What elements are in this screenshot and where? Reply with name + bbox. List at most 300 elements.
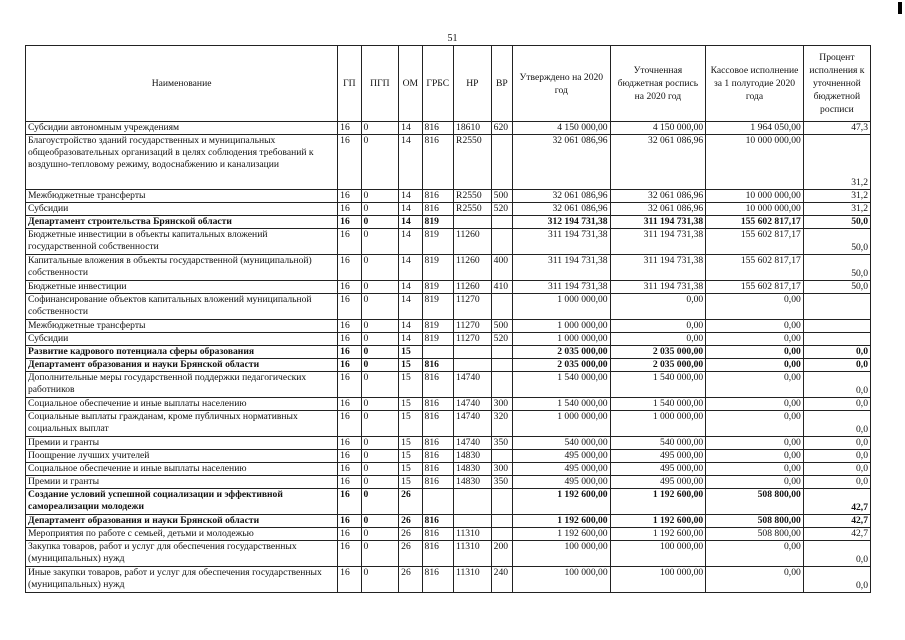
cell-grbs — [422, 489, 454, 515]
cell-om: 15 — [399, 450, 422, 463]
cell-ppgp: 0 — [361, 515, 399, 528]
cell-vr — [491, 528, 512, 541]
cell-ppgp: 0 — [361, 203, 399, 216]
cell-cash: 508 800,00 — [706, 515, 804, 528]
cell-om: 26 — [399, 567, 422, 593]
header-approved: Утверждено на 2020 год — [513, 46, 611, 122]
cell-grbs: 816 — [422, 359, 454, 372]
cell-ppgp: 0 — [361, 476, 399, 489]
cell-grbs: 819 — [422, 320, 454, 333]
cell-grbs: 816 — [422, 398, 454, 411]
cell-cash: 0,00 — [706, 437, 804, 450]
table-row — [26, 281, 871, 294]
cell-np: 11260 — [454, 229, 492, 255]
cell-ppgp: 0 — [361, 135, 399, 190]
cell-cash: 0,00 — [706, 476, 804, 489]
cell-om: 14 — [399, 216, 422, 229]
table-row — [26, 528, 871, 541]
cell-np: 11270 — [454, 333, 492, 346]
header-om: ОМ — [399, 46, 422, 122]
cell-om: 15 — [399, 372, 422, 398]
cell-percent: 31,2 — [803, 190, 870, 203]
table-body — [26, 122, 871, 593]
cell-name: Департамент образования и науки Брянской области — [26, 359, 338, 372]
cell-gp: 16 — [338, 203, 361, 216]
cell-om: 15 — [399, 437, 422, 450]
cell-np: R2550 — [454, 203, 492, 216]
cell-refined: 32 061 086,96 — [610, 135, 706, 190]
cell-approved: 311 194 731,38 — [513, 281, 611, 294]
cell-gp: 16 — [338, 372, 361, 398]
cell-percent: 47,3 — [803, 122, 870, 135]
cell-cash: 0,00 — [706, 333, 804, 346]
cell-cash: 0,00 — [706, 450, 804, 463]
table-row — [26, 190, 871, 203]
cell-refined: 1 192 600,00 — [610, 528, 706, 541]
cell-name: Поощрение лучших учителей — [26, 450, 338, 463]
cell-ppgp: 0 — [361, 437, 399, 450]
cell-name: Бюджетные инвестиции в объекты капитальных вложений государственной собственности — [26, 229, 338, 255]
cell-refined: 32 061 086,96 — [610, 190, 706, 203]
cell-grbs: 816 — [422, 541, 454, 567]
cell-np: 11260 — [454, 255, 492, 281]
cell-om: 26 — [399, 489, 422, 515]
cell-vr: 300 — [491, 398, 512, 411]
cell-refined: 311 194 731,38 — [610, 216, 706, 229]
cell-cash: 1 964 050,00 — [706, 122, 804, 135]
cell-name: Капитальные вложения в объекты государственной (муниципальной) собственности — [26, 255, 338, 281]
cell-ppgp: 0 — [361, 346, 399, 359]
cell-approved: 540 000,00 — [513, 437, 611, 450]
cell-name: Создание условий успешной социализации и эффективной самореализации молодежи — [26, 489, 338, 515]
cell-name: Софинансирование объектов капитальных вложений муниципальной собственности — [26, 294, 338, 320]
table-row — [26, 122, 871, 135]
cell-percent: 50,0 — [803, 216, 870, 229]
cell-vr: 500 — [491, 190, 512, 203]
cell-grbs: 819 — [422, 281, 454, 294]
cell-np: 14740 — [454, 372, 492, 398]
cell-vr — [491, 294, 512, 320]
cell-percent: 31,2 — [803, 135, 870, 190]
cell-ppgp: 0 — [361, 122, 399, 135]
cell-cash: 10 000 000,00 — [706, 203, 804, 216]
cell-name: Закупка товаров, работ и услуг для обеспечения государственных (муниципальных) нужд — [26, 541, 338, 567]
cell-percent: 42,7 — [803, 489, 870, 515]
cell-vr — [491, 135, 512, 190]
cell-name: Иные закупки товаров, работ и услуг для обеспечения государственных (муниципальных) нужд — [26, 567, 338, 593]
cell-vr: 410 — [491, 281, 512, 294]
cell-gp: 16 — [338, 398, 361, 411]
cell-ppgp: 0 — [361, 450, 399, 463]
cell-approved: 32 061 086,96 — [513, 203, 611, 216]
cell-cash: 0,00 — [706, 567, 804, 593]
cell-vr: 300 — [491, 463, 512, 476]
cell-np: 14740 — [454, 398, 492, 411]
table-row — [26, 476, 871, 489]
cell-grbs: 816 — [422, 372, 454, 398]
header-gp: ГП — [338, 46, 361, 122]
cell-om: 15 — [399, 346, 422, 359]
cell-gp: 16 — [338, 135, 361, 190]
cell-refined: 540 000,00 — [610, 437, 706, 450]
table-row — [26, 489, 871, 515]
cell-cash: 0,00 — [706, 463, 804, 476]
table-row — [26, 216, 871, 229]
cell-grbs: 819 — [422, 294, 454, 320]
cell-gp: 16 — [338, 567, 361, 593]
cell-percent — [803, 294, 870, 320]
cell-vr: 520 — [491, 333, 512, 346]
table-row — [26, 463, 871, 476]
table-row — [26, 567, 871, 593]
cell-grbs: 816 — [422, 122, 454, 135]
cell-name: Мероприятия по работе с семьей, детьми и молодежью — [26, 528, 338, 541]
cell-cash: 0,00 — [706, 320, 804, 333]
cell-np — [454, 216, 492, 229]
cell-vr — [491, 515, 512, 528]
cell-refined: 0,00 — [610, 320, 706, 333]
cell-percent: 0,0 — [803, 346, 870, 359]
cell-grbs: 816 — [422, 203, 454, 216]
cell-approved: 311 194 731,38 — [513, 229, 611, 255]
cell-om: 14 — [399, 203, 422, 216]
cell-grbs: 816 — [422, 528, 454, 541]
cell-om: 15 — [399, 476, 422, 489]
cell-grbs: 816 — [422, 437, 454, 450]
cell-vr — [491, 359, 512, 372]
cell-np — [454, 346, 492, 359]
cell-cash: 508 800,00 — [706, 489, 804, 515]
table-row — [26, 255, 871, 281]
cell-om: 14 — [399, 333, 422, 346]
header-refined: Уточненная бюджетная роспись на 2020 год — [610, 46, 706, 122]
cell-percent: 0,0 — [803, 541, 870, 567]
cell-name: Благоустройство зданий государственных и муниципальных общеобразовательных организаций в целях соблюдения требований к воздушно-тепловому режиму, водоснабжению и канализации — [26, 135, 338, 190]
cell-ppgp: 0 — [361, 229, 399, 255]
cell-grbs: 819 — [422, 229, 454, 255]
cell-vr: 520 — [491, 203, 512, 216]
cell-ppgp: 0 — [361, 359, 399, 372]
cell-np: 11270 — [454, 320, 492, 333]
cell-np: 11270 — [454, 294, 492, 320]
cell-name: Социальные выплаты гражданам, кроме публичных нормативных социальных выплат — [26, 411, 338, 437]
cell-name: Департамент строительства Брянской области — [26, 216, 338, 229]
cell-gp: 16 — [338, 255, 361, 281]
cell-percent: 50,0 — [803, 255, 870, 281]
cell-refined: 2 035 000,00 — [610, 359, 706, 372]
cell-approved: 1 192 600,00 — [513, 515, 611, 528]
cell-vr: 350 — [491, 437, 512, 450]
cell-om: 15 — [399, 359, 422, 372]
cell-cash: 0,00 — [706, 411, 804, 437]
cell-gp: 16 — [338, 346, 361, 359]
cell-approved: 1 192 600,00 — [513, 489, 611, 515]
cell-vr — [491, 450, 512, 463]
cell-refined: 1 000 000,00 — [610, 411, 706, 437]
cell-np — [454, 489, 492, 515]
cell-gp: 16 — [338, 437, 361, 450]
cell-refined: 100 000,00 — [610, 567, 706, 593]
cell-name: Межбюджетные трансферты — [26, 190, 338, 203]
cell-percent: 42,7 — [803, 528, 870, 541]
cell-om: 26 — [399, 541, 422, 567]
table-row — [26, 541, 871, 567]
table-row — [26, 411, 871, 437]
cell-np: 11260 — [454, 281, 492, 294]
table-row — [26, 203, 871, 216]
table-row — [26, 320, 871, 333]
cell-percent: 0,0 — [803, 359, 870, 372]
cell-vr: 200 — [491, 541, 512, 567]
cell-grbs: 816 — [422, 190, 454, 203]
cell-refined: 1 540 000,00 — [610, 398, 706, 411]
cell-percent: 42,7 — [803, 515, 870, 528]
cell-cash: 0,00 — [706, 398, 804, 411]
cell-vr — [491, 229, 512, 255]
cell-np: 14830 — [454, 463, 492, 476]
table-row — [26, 398, 871, 411]
cell-percent — [803, 320, 870, 333]
cell-cash: 0,00 — [706, 294, 804, 320]
cell-gp: 16 — [338, 190, 361, 203]
cell-name: Субсидии автономным учреждениям — [26, 122, 338, 135]
cell-om: 14 — [399, 255, 422, 281]
cell-ppgp: 0 — [361, 567, 399, 593]
cell-refined: 2 035 000,00 — [610, 346, 706, 359]
cell-refined: 0,00 — [610, 333, 706, 346]
cell-cash: 155 602 817,17 — [706, 281, 804, 294]
cell-om: 14 — [399, 229, 422, 255]
cell-ppgp: 0 — [361, 294, 399, 320]
cell-approved: 495 000,00 — [513, 450, 611, 463]
cell-np: 11310 — [454, 541, 492, 567]
cell-ppgp: 0 — [361, 190, 399, 203]
cell-gp: 16 — [338, 216, 361, 229]
cell-ppgp: 0 — [361, 281, 399, 294]
cell-name: Субсидии — [26, 333, 338, 346]
cell-refined: 495 000,00 — [610, 463, 706, 476]
cell-name: Социальное обеспечение и иные выплаты населению — [26, 463, 338, 476]
cell-approved: 4 150 000,00 — [513, 122, 611, 135]
cell-approved: 32 061 086,96 — [513, 135, 611, 190]
cell-grbs: 816 — [422, 135, 454, 190]
cell-refined: 32 061 086,96 — [610, 203, 706, 216]
cell-approved: 1 540 000,00 — [513, 398, 611, 411]
cell-vr: 400 — [491, 255, 512, 281]
cell-percent: 50,0 — [803, 229, 870, 255]
table-row — [26, 229, 871, 255]
cell-approved: 1 192 600,00 — [513, 528, 611, 541]
cell-cash: 0,00 — [706, 346, 804, 359]
header-name: Наименование — [26, 46, 338, 122]
cell-gp: 16 — [338, 320, 361, 333]
cell-vr: 500 — [491, 320, 512, 333]
cell-np: 11310 — [454, 567, 492, 593]
cell-cash: 0,00 — [706, 359, 804, 372]
cell-np — [454, 515, 492, 528]
cell-gp: 16 — [338, 489, 361, 515]
cell-om: 26 — [399, 515, 422, 528]
cell-np: 14740 — [454, 437, 492, 450]
cell-np: 14740 — [454, 411, 492, 437]
cell-ppgp: 0 — [361, 372, 399, 398]
cell-vr: 320 — [491, 411, 512, 437]
cell-ppgp: 0 — [361, 489, 399, 515]
cell-percent: 50,0 — [803, 281, 870, 294]
cell-approved: 2 035 000,00 — [513, 359, 611, 372]
cell-refined: 1 192 600,00 — [610, 515, 706, 528]
cell-cash: 0,00 — [706, 541, 804, 567]
cell-gp: 16 — [338, 333, 361, 346]
cell-approved: 100 000,00 — [513, 541, 611, 567]
cell-refined: 311 194 731,38 — [610, 255, 706, 281]
budget-table — [25, 45, 871, 593]
cell-approved: 1 000 000,00 — [513, 320, 611, 333]
cell-np: 14830 — [454, 450, 492, 463]
cell-name: Межбюджетные трансферты — [26, 320, 338, 333]
cell-om: 14 — [399, 320, 422, 333]
table-row — [26, 359, 871, 372]
cell-refined: 1 540 000,00 — [610, 372, 706, 398]
cell-grbs: 816 — [422, 463, 454, 476]
cell-percent: 0,0 — [803, 372, 870, 398]
cell-percent: 31,2 — [803, 203, 870, 216]
cell-refined: 1 192 600,00 — [610, 489, 706, 515]
cell-ppgp: 0 — [361, 255, 399, 281]
cell-ppgp: 0 — [361, 411, 399, 437]
cell-gp: 16 — [338, 528, 361, 541]
cell-vr — [491, 216, 512, 229]
cell-grbs: 819 — [422, 255, 454, 281]
cell-approved: 1 540 000,00 — [513, 372, 611, 398]
cell-vr — [491, 372, 512, 398]
cell-percent — [803, 333, 870, 346]
cell-cash: 0,00 — [706, 372, 804, 398]
cell-name: Бюджетные инвестиции — [26, 281, 338, 294]
header-grbs: ГРБС — [422, 46, 454, 122]
cell-grbs: 816 — [422, 450, 454, 463]
table-row — [26, 372, 871, 398]
cell-percent: 0,0 — [803, 398, 870, 411]
cell-cash: 10 000 000,00 — [706, 190, 804, 203]
cell-name: Дополнительные меры государственной поддержки педагогических работников — [26, 372, 338, 398]
table-row — [26, 135, 871, 190]
cell-name: Департамент образования и науки Брянской области — [26, 515, 338, 528]
cell-cash: 508 800,00 — [706, 528, 804, 541]
cell-gp: 16 — [338, 450, 361, 463]
cell-ppgp: 0 — [361, 463, 399, 476]
cell-name: Субсидии — [26, 203, 338, 216]
cell-refined: 311 194 731,38 — [610, 229, 706, 255]
cell-refined: 311 194 731,38 — [610, 281, 706, 294]
cell-percent: 0,0 — [803, 567, 870, 593]
cell-vr: 350 — [491, 476, 512, 489]
cell-grbs: 816 — [422, 411, 454, 437]
cell-gp: 16 — [338, 122, 361, 135]
cell-om: 15 — [399, 411, 422, 437]
cell-approved: 312 194 731,38 — [513, 216, 611, 229]
header-percent: Процент исполнения к уточненной бюджетной росписи — [803, 46, 870, 122]
cell-np — [454, 359, 492, 372]
cell-approved: 100 000,00 — [513, 567, 611, 593]
cell-approved: 32 061 086,96 — [513, 190, 611, 203]
cell-om: 14 — [399, 135, 422, 190]
cell-ppgp: 0 — [361, 320, 399, 333]
table-row — [26, 437, 871, 450]
header-vr: ВР — [491, 46, 512, 122]
cell-ppgp: 0 — [361, 528, 399, 541]
cell-gp: 16 — [338, 411, 361, 437]
table-row — [26, 515, 871, 528]
cell-name: Развитие кадрового потенциала сферы образования — [26, 346, 338, 359]
cell-approved: 2 035 000,00 — [513, 346, 611, 359]
cell-om: 14 — [399, 294, 422, 320]
cell-om: 14 — [399, 190, 422, 203]
cell-om: 15 — [399, 463, 422, 476]
scan-edge-mark — [898, 2, 902, 14]
cell-np: 11310 — [454, 528, 492, 541]
cell-vr — [491, 489, 512, 515]
cell-approved: 311 194 731,38 — [513, 255, 611, 281]
cell-grbs: 816 — [422, 476, 454, 489]
cell-vr — [491, 346, 512, 359]
cell-np: 18610 — [454, 122, 492, 135]
cell-approved: 495 000,00 — [513, 476, 611, 489]
cell-percent: 0,0 — [803, 463, 870, 476]
cell-name: Премии и гранты — [26, 476, 338, 489]
header-np: НР — [454, 46, 492, 122]
cell-ppgp: 0 — [361, 398, 399, 411]
cell-grbs: 819 — [422, 333, 454, 346]
cell-gp: 16 — [338, 463, 361, 476]
cell-cash: 10 000 000,00 — [706, 135, 804, 190]
cell-gp: 16 — [338, 515, 361, 528]
cell-cash: 155 602 817,17 — [706, 229, 804, 255]
cell-om: 15 — [399, 398, 422, 411]
cell-vr: 620 — [491, 122, 512, 135]
cell-ppgp: 0 — [361, 216, 399, 229]
cell-percent: 0,0 — [803, 450, 870, 463]
cell-refined: 100 000,00 — [610, 541, 706, 567]
cell-gp: 16 — [338, 294, 361, 320]
cell-grbs: 816 — [422, 567, 454, 593]
page-number: 51 — [447, 33, 458, 44]
header-ppgp: ПГП — [361, 46, 399, 122]
cell-om: 14 — [399, 281, 422, 294]
cell-gp: 16 — [338, 359, 361, 372]
cell-name: Социальное обеспечение и иные выплаты населению — [26, 398, 338, 411]
cell-gp: 16 — [338, 229, 361, 255]
cell-approved: 1 000 000,00 — [513, 333, 611, 346]
table-row — [26, 333, 871, 346]
cell-approved: 495 000,00 — [513, 463, 611, 476]
header-cash: Кассовое исполнение за 1 полугодие 2020 года — [706, 46, 804, 122]
cell-om: 14 — [399, 122, 422, 135]
cell-percent: 0,0 — [803, 476, 870, 489]
cell-cash: 155 602 817,17 — [706, 255, 804, 281]
cell-gp: 16 — [338, 541, 361, 567]
cell-om: 26 — [399, 528, 422, 541]
cell-ppgp: 0 — [361, 333, 399, 346]
header-row — [26, 46, 871, 122]
cell-approved: 1 000 000,00 — [513, 294, 611, 320]
cell-percent: 0,0 — [803, 437, 870, 450]
table-row — [26, 346, 871, 359]
cell-refined: 495 000,00 — [610, 450, 706, 463]
cell-cash: 155 602 817,17 — [706, 216, 804, 229]
cell-refined: 4 150 000,00 — [610, 122, 706, 135]
table-row — [26, 450, 871, 463]
